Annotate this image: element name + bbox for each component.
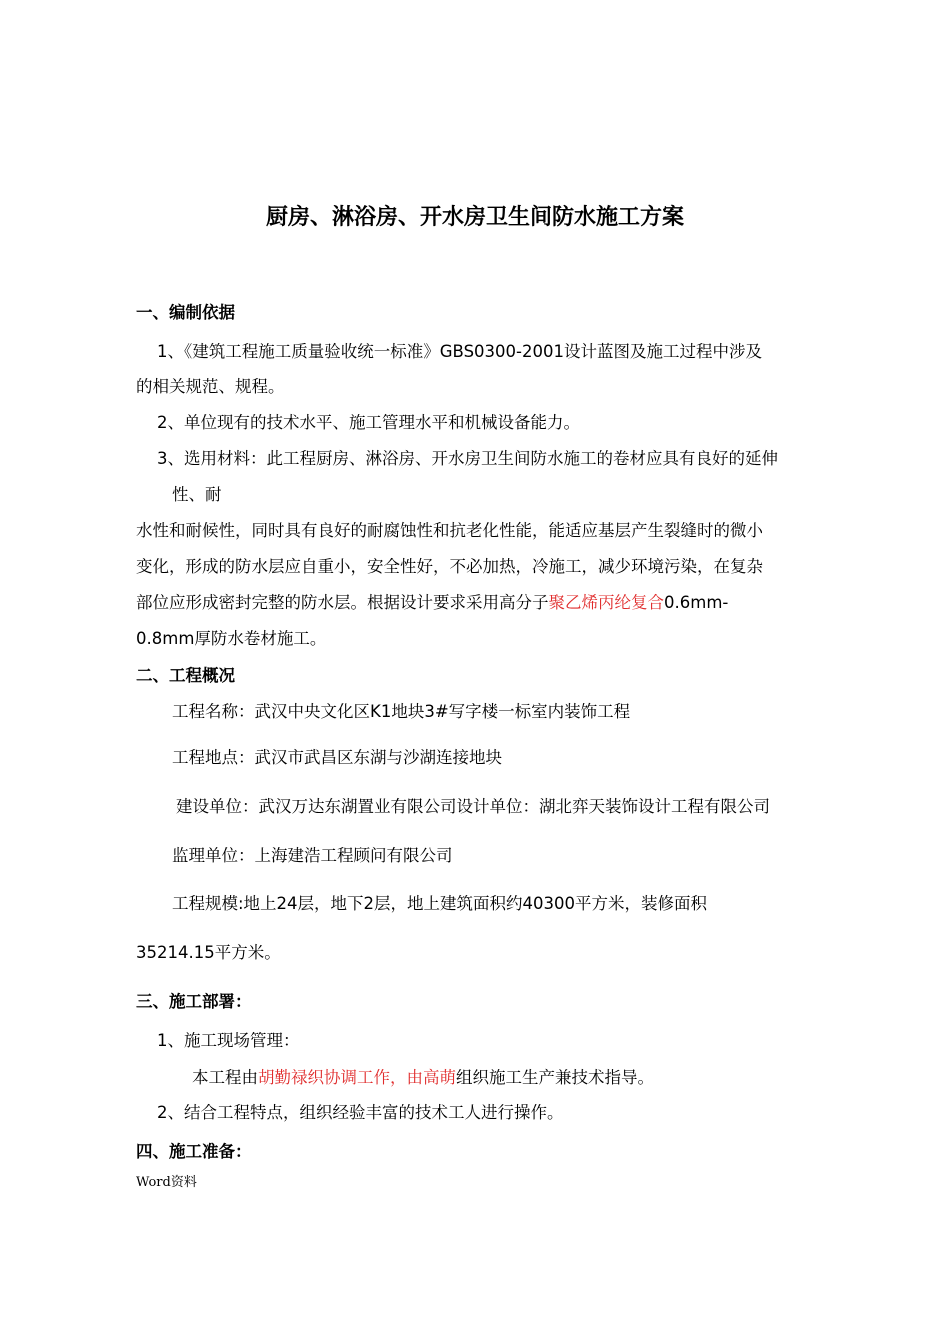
section-3-heading: 三、施工部署： [136,992,252,1011]
section-4-heading: 四、施工准备： [136,1142,252,1161]
owner-and-designer: 建设单位：武汉万达东湖置业有限公司设计单位：湖北弈天装饰设计工程有限公司 [176,797,770,816]
project-name: 工程名称：武汉中央文化区K1地块3#写字楼一标室内装饰工程 [172,702,631,721]
section-1-paragraph-line-3 [136,592,728,614]
paragraph-text: 部位应形成密封完整的防水层。根据设计要求采用高分子 [136,593,549,612]
document-title: 厨房、淋浴房、开水房卫生间防水施工方案 [265,205,684,230]
project-scale-line-2: 35214.15平方米。 [136,943,281,962]
supervisor: 监理单位：上海建浩工程顾问有限公司 [172,846,453,865]
section-2-heading: 二、工程概况 [136,666,235,685]
section-3-item-1: 1、施工现场管理： [157,1031,300,1050]
project-site: 工程地点：武汉市武昌区东湖与沙湖连接地块 [172,748,502,767]
highlighted-material-text: 聚乙烯丙纶复合 [548,593,664,612]
section-1-paragraph-line-2: 变化，形成的防水层应自重小，安全性好，不必加热，冷施工，减少环境污染，在复杂 [136,557,763,576]
section-1-item-1-line-2: 的相关规范、规程。 [136,377,285,396]
page-footer: Word资料 [136,1175,197,1190]
site-management [192,1067,654,1089]
section-3-item-2: 2、结合工程特点，组织经验丰富的技术工人进行操作。 [157,1103,564,1122]
section-1-heading: 一、编制依据 [136,303,235,322]
section-1-item-3-line-2: 性、耐 [172,485,222,504]
paragraph-text: 0.6mm- [664,593,729,612]
section-1-item-3-line-1: 3、选用材料：此工程厨房、淋浴房、开水房卫生间防水施工的卷材应具有良好的延伸 [157,449,778,468]
section-1-paragraph-line-1: 水性和耐候性，同时具有良好的耐腐蚀性和抗老化性能，能适应基层产生裂缝时的微小 [136,521,763,540]
paragraph-text: 组织施工生产兼技术指导。 [456,1068,654,1087]
highlighted-names-text: 胡勤禄织协调工作，由高萌 [258,1068,456,1087]
section-1-item-2: 2、单位现有的技术水平、施工管理水平和机械设备能力。 [157,413,580,432]
section-1-paragraph-line-4: 0.8mm厚防水卷材施工。 [136,629,327,648]
section-1-item-1-line-1: 1、《建筑工程施工质量验收统一标准》GBS0300-2001设计蓝图及施工过程中涉及 [157,342,762,361]
project-scale-line-1: 工程规模:地上24层，地下2层，地上建筑面积约40300平方米，装修面积 [172,894,708,913]
paragraph-text: 本工程由 [192,1068,258,1087]
